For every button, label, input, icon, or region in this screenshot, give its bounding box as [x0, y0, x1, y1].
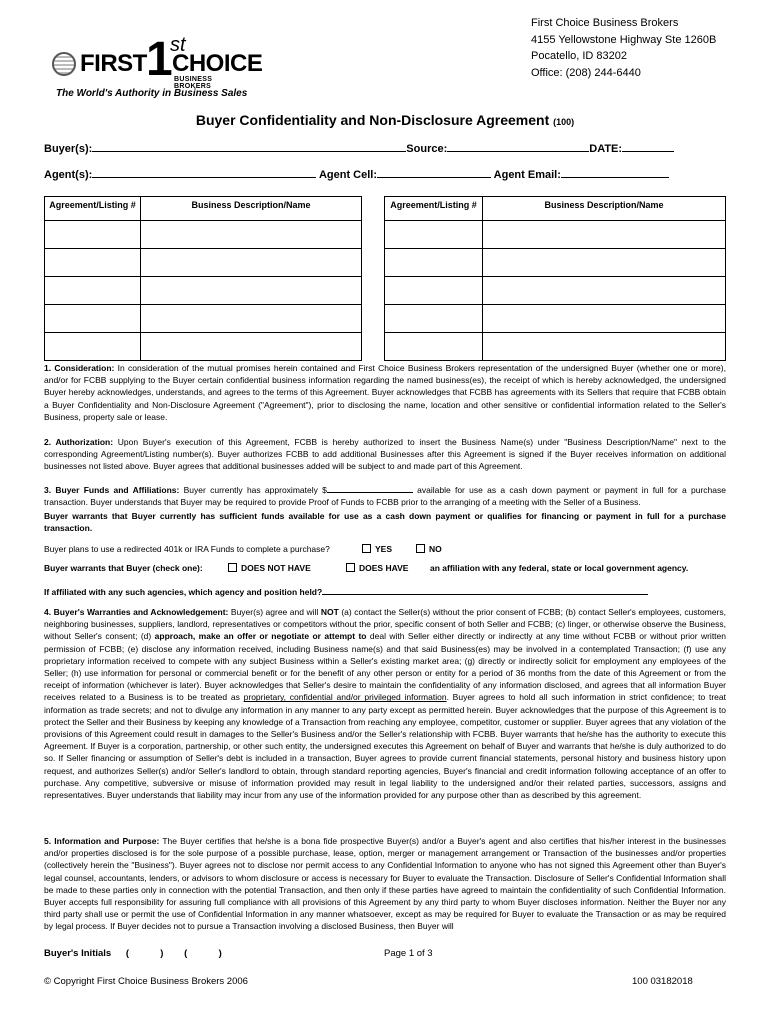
ira-no-option[interactable] [416, 543, 442, 555]
company-address [531, 15, 716, 81]
initials-label: Buyer's Initials [44, 948, 112, 959]
logo-choice-text: CHOICE [172, 50, 263, 77]
form-code: 100 03182018 [632, 976, 693, 987]
emphasis-not: NOT [320, 607, 339, 617]
yes-label: YES [375, 544, 393, 554]
section-heading: 1. Consideration: [44, 363, 115, 373]
affiliation-row [44, 562, 726, 574]
agent-cell-label: Agent Cell: [318, 169, 377, 181]
agent-label: Agent(s): [44, 169, 93, 181]
agent-cell-field[interactable] [377, 168, 491, 178]
section-authorization [44, 436, 726, 473]
col-listing-header: Agreement/Listing # [45, 197, 141, 221]
section-text: deal with Seller either directly or indirectly at any time without FCBB or without prior written permission of FCBB; (e) disclose any information received, including Business name(s) and that said Business(es) may be involved in a contemplated Transaction; (f) use any proprietary information received to compete with any subject Business within a Seller's existing market area; (g) directly or indirectly solicit for employment any employees of the Seller; (h) use information for personal or commercial benefit or for the benefit of any other person or entity for a period of 36 months from the date of this Agreement or from the receipt of information (whichever is later). Buyer acknowledges that Seller's desire to maintain the confidentiality of any information disclosed, and agrees that all information Buyer receives related to a Business is to be treated as [44, 631, 726, 703]
ira-question-row [44, 543, 726, 555]
desc-cell[interactable] [141, 333, 362, 361]
agent-field[interactable] [92, 168, 316, 178]
listing-cell[interactable] [385, 249, 483, 277]
does-have-option[interactable] [346, 562, 408, 574]
checkbox-icon[interactable] [362, 544, 371, 553]
table-row [385, 305, 726, 333]
no-label: NO [429, 544, 442, 554]
copyright: © Copyright First Choice Business Brokers 2006 [44, 976, 248, 987]
listing-table-left [44, 196, 362, 361]
source-field[interactable] [447, 142, 589, 152]
does-not-have-option[interactable] [228, 562, 311, 574]
paren: ) [160, 948, 164, 959]
agency-label: If affiliated with any such agencies, which agency and position held? [44, 587, 323, 597]
checkbox-icon[interactable] [346, 563, 355, 572]
section-text: . Buyer agrees to hold all such information in strict confidence; to treat information as trade secrets; and not to divulge any information in any manner to any party except as permitted herein. Buyer acknowledges that the purpose of this Agreement is to protect the Seller and their Business by keeping any knowledge of a Transaction from reaching any employee, competitor, customer or supplier. Buyer agrees that any violation of the provisions of this Agreement could result in damages to the Seller's Business and/or the Seller's relationship with FCBB. Buyer warrants that he/she has the authority to execute this Agreement. If Buyer is a corporation, partnership, or other such entity, the undersigned executes this Agreement on behalf of Buyer and warrants that he/she is duly authorized to do so. If Seller financing or assumption of Seller's debt is included in a transaction, Buyer agrees to provide current financial statements, personal history and business history upon request, and authorizes Seller(s) and/or Seller's landlord to obtain, through standard reporting agencies, Buyer's financial and credit information following acceptance of an offer to purchase. Any competitive, subversive or misuse of information provided may result in legal liability to the undersigned and/or their related parties, successors, assigns and representatives. Buyer understands that liability may incur from any use of the information provided for any purpose other than as described by this agreement. [44, 692, 726, 801]
underlined-text: proprietary, confidential and/or privileged information [243, 692, 447, 703]
paren: ( [125, 948, 130, 959]
paren: ) [218, 948, 222, 959]
title-text: Buyer Confidentiality and Non-Disclosure Agreement [195, 112, 550, 128]
table-row [385, 277, 726, 305]
desc-cell[interactable] [141, 277, 362, 305]
buyer-initials [44, 948, 222, 959]
agent-line [44, 168, 669, 181]
table-row [385, 249, 726, 277]
logo-business-brokers: BUSINESS BROKERS [174, 76, 213, 90]
listing-cell[interactable] [385, 277, 483, 305]
buyer-label: Buyer(s): [44, 143, 93, 155]
section-text: In consideration of the mutual promises herein contained and First Choice Business Brokers representation of the undersigned Buyer (whether one or more), and/or for FCBB supplying to the Buyer certain confidential business information regarding the named business(es), the receipt of which is hereby acknowledged, the undersigned Buyer hereby acknowledges, understands, and agrees to the terms of this Agreement. Buyer acknowledges that FCBB has agreements with its Sellers that require that FCBB obtain a Buyer Confidentiality and Non-Disclosure Agreement ("Agreement"), prior to disclosing the name, location and other sensitive or confidential information related to the Seller's Business, property sale or lease. [44, 363, 726, 422]
listing-cell[interactable] [45, 249, 141, 277]
address-line: Pocatello, ID 83202 [531, 50, 628, 62]
listing-cell[interactable] [45, 333, 141, 361]
ira-yes-option[interactable] [362, 543, 392, 555]
does-not-have-label: DOES NOT HAVE [241, 563, 311, 573]
desc-cell[interactable] [483, 277, 726, 305]
emphasis-text: approach, make an offer or negotiate or attempt to [154, 631, 367, 642]
section-heading: 5. Information and Purpose: [44, 836, 160, 846]
col-listing-header: Agreement/Listing # [385, 197, 483, 221]
listing-cell[interactable] [45, 277, 141, 305]
page-number: Page 1 of 3 [384, 948, 433, 959]
col-desc-header: Business Description/Name [483, 197, 726, 221]
table-row [45, 333, 362, 361]
agency-row [44, 586, 726, 598]
section-heading: 2. Authorization: [44, 437, 114, 447]
funds-amount-field[interactable] [327, 485, 413, 493]
table-row [45, 249, 362, 277]
table-row [385, 221, 726, 249]
section-text: (a) contact the Seller(s) without the prior consent of FCBB; (b) contact Seller's employees, customers, neighboring businesses, suppliers, landlord, representatives or competitors without the prior, specific consent of both Seller and FCBB; (c) linger, or otherwise observe the Business, without Seller's consent; (d) [44, 607, 726, 642]
address-line: 4155 Yellowstone Highway Ste 1260B [531, 33, 717, 46]
paren: ( [184, 948, 188, 959]
section-heading: 4. Buyer's Warranties and Acknowledgement: [44, 607, 229, 617]
agent-email-label: Agent Email: [493, 169, 561, 181]
logo-one-numeral: 1 [146, 33, 173, 86]
checkbox-icon[interactable] [228, 563, 237, 572]
source-label: Source: [406, 143, 448, 155]
listing-cell[interactable] [385, 305, 483, 333]
section-text: Buyer currently has approximately $ [183, 485, 327, 495]
desc-cell[interactable] [141, 305, 362, 333]
address-line: Office: (208) 244-6440 [531, 66, 641, 79]
agent-email-field[interactable] [561, 168, 669, 178]
funds-warranty: Buyer warrants that Buyer currently has sufficient funds available for use as a cash down payment or qualifies for financing or payment in full for a purchase transaction. [44, 511, 726, 534]
listing-cell[interactable] [45, 305, 141, 333]
listing-cell[interactable] [385, 221, 483, 249]
section-information [44, 835, 726, 933]
section-text: The Buyer certifies that he/she is a bona fide prospective Buyer(s) and/or a Buyer's agent and also certifies that his/her interest in the businesses and/or properties disclosed is for the sole purpose of a possible purchase, lease, option, merger or management arrangement or Transaction of the businesses and/or properties (collectively herein the "Business"). Buyer agrees not to disclose nor permit access to any Confidential Information to anyone who has not signed this Agreement other than Buyer's legal counsel, accountants, lenders, or advisors to whom disclosure or access is necessary for Buyer to evaluate the Transaction. Disclosure of Seller's Confidential Information shall be made to these parties only in connection with the potential Transaction, and then only if these parties have agreed to maintain the confidentiality of such Confidential Information. Buyer accepts full responsibility for assuring full compliance with all provisions of this Agreement by any third party to whom Buyer discloses information. Neither the Buyer nor any third party shall use or permit the use of Confidential Information in any manner whatsoever, except as may be required for Buyer to evaluate the Transaction or as may be required by legal process. If Buyer decides not to pursue a Transaction involving a disclosed Business, then Buyer will [44, 836, 726, 932]
section-warranties [44, 606, 726, 801]
section-text: Upon Buyer's execution of this Agreement, FCBB is hereby authorized to insert the Business Name(s) under "Business Description/Name" next to the corresponding Agreement/Listing number(s). Buyer authorizes FCBB to add additional Businesses after this Agreement is signed if the Buyer receives information on additional businesses not listed above. Buyer agrees that additional businesses added will be subject to and made part of this Agreement. [44, 437, 726, 472]
section-consideration [44, 362, 726, 423]
document-title [0, 112, 770, 128]
buyer-field[interactable] [92, 142, 406, 152]
affiliation-text: an affiliation with any federal, state or local government agency. [430, 563, 689, 573]
buyer-line [44, 142, 674, 155]
checkbox-icon[interactable] [416, 544, 425, 553]
listing-cell[interactable] [45, 221, 141, 249]
agency-field[interactable] [322, 587, 648, 595]
section-funds [44, 484, 726, 508]
title-code: (100) [553, 117, 575, 127]
tagline: The World's Authority in Business Sales [56, 88, 248, 99]
desc-cell[interactable] [483, 305, 726, 333]
does-have-label: DOES HAVE [359, 563, 409, 573]
col-desc-header: Business Description/Name [141, 197, 362, 221]
section-text: Buyer(s) agree and will [230, 607, 319, 617]
desc-cell[interactable] [141, 221, 362, 249]
table-row [385, 333, 726, 361]
date-label: DATE: [589, 143, 623, 155]
warrants-label: Buyer warrants that Buyer (check one): [44, 563, 203, 573]
table-row [45, 221, 362, 249]
table-row [45, 277, 362, 305]
desc-cell[interactable] [483, 333, 726, 361]
desc-cell[interactable] [483, 221, 726, 249]
address-line: First Choice Business Brokers [531, 17, 679, 29]
section-text: available for use as a cash down payment or payment in full for a purchase transaction. Buyer understands that Buyer may be required to provide Proof of Funds to FCBB prior to the arranging of a meeting with the Seller of a Business. [44, 485, 726, 508]
table-row [45, 305, 362, 333]
globe-icon [52, 52, 76, 76]
logo-first-text: FIRST [80, 50, 147, 77]
section-heading: 3. Buyer Funds and Affiliations: [44, 485, 180, 495]
desc-cell[interactable] [141, 249, 362, 277]
listing-table-right [384, 196, 726, 361]
listing-cell[interactable] [385, 333, 483, 361]
date-field[interactable] [622, 142, 674, 152]
logo-st-text: st [170, 34, 186, 56]
ira-question: Buyer plans to use a redirected 401k or IRA Funds to complete a purchase? [44, 544, 330, 554]
desc-cell[interactable] [483, 249, 726, 277]
